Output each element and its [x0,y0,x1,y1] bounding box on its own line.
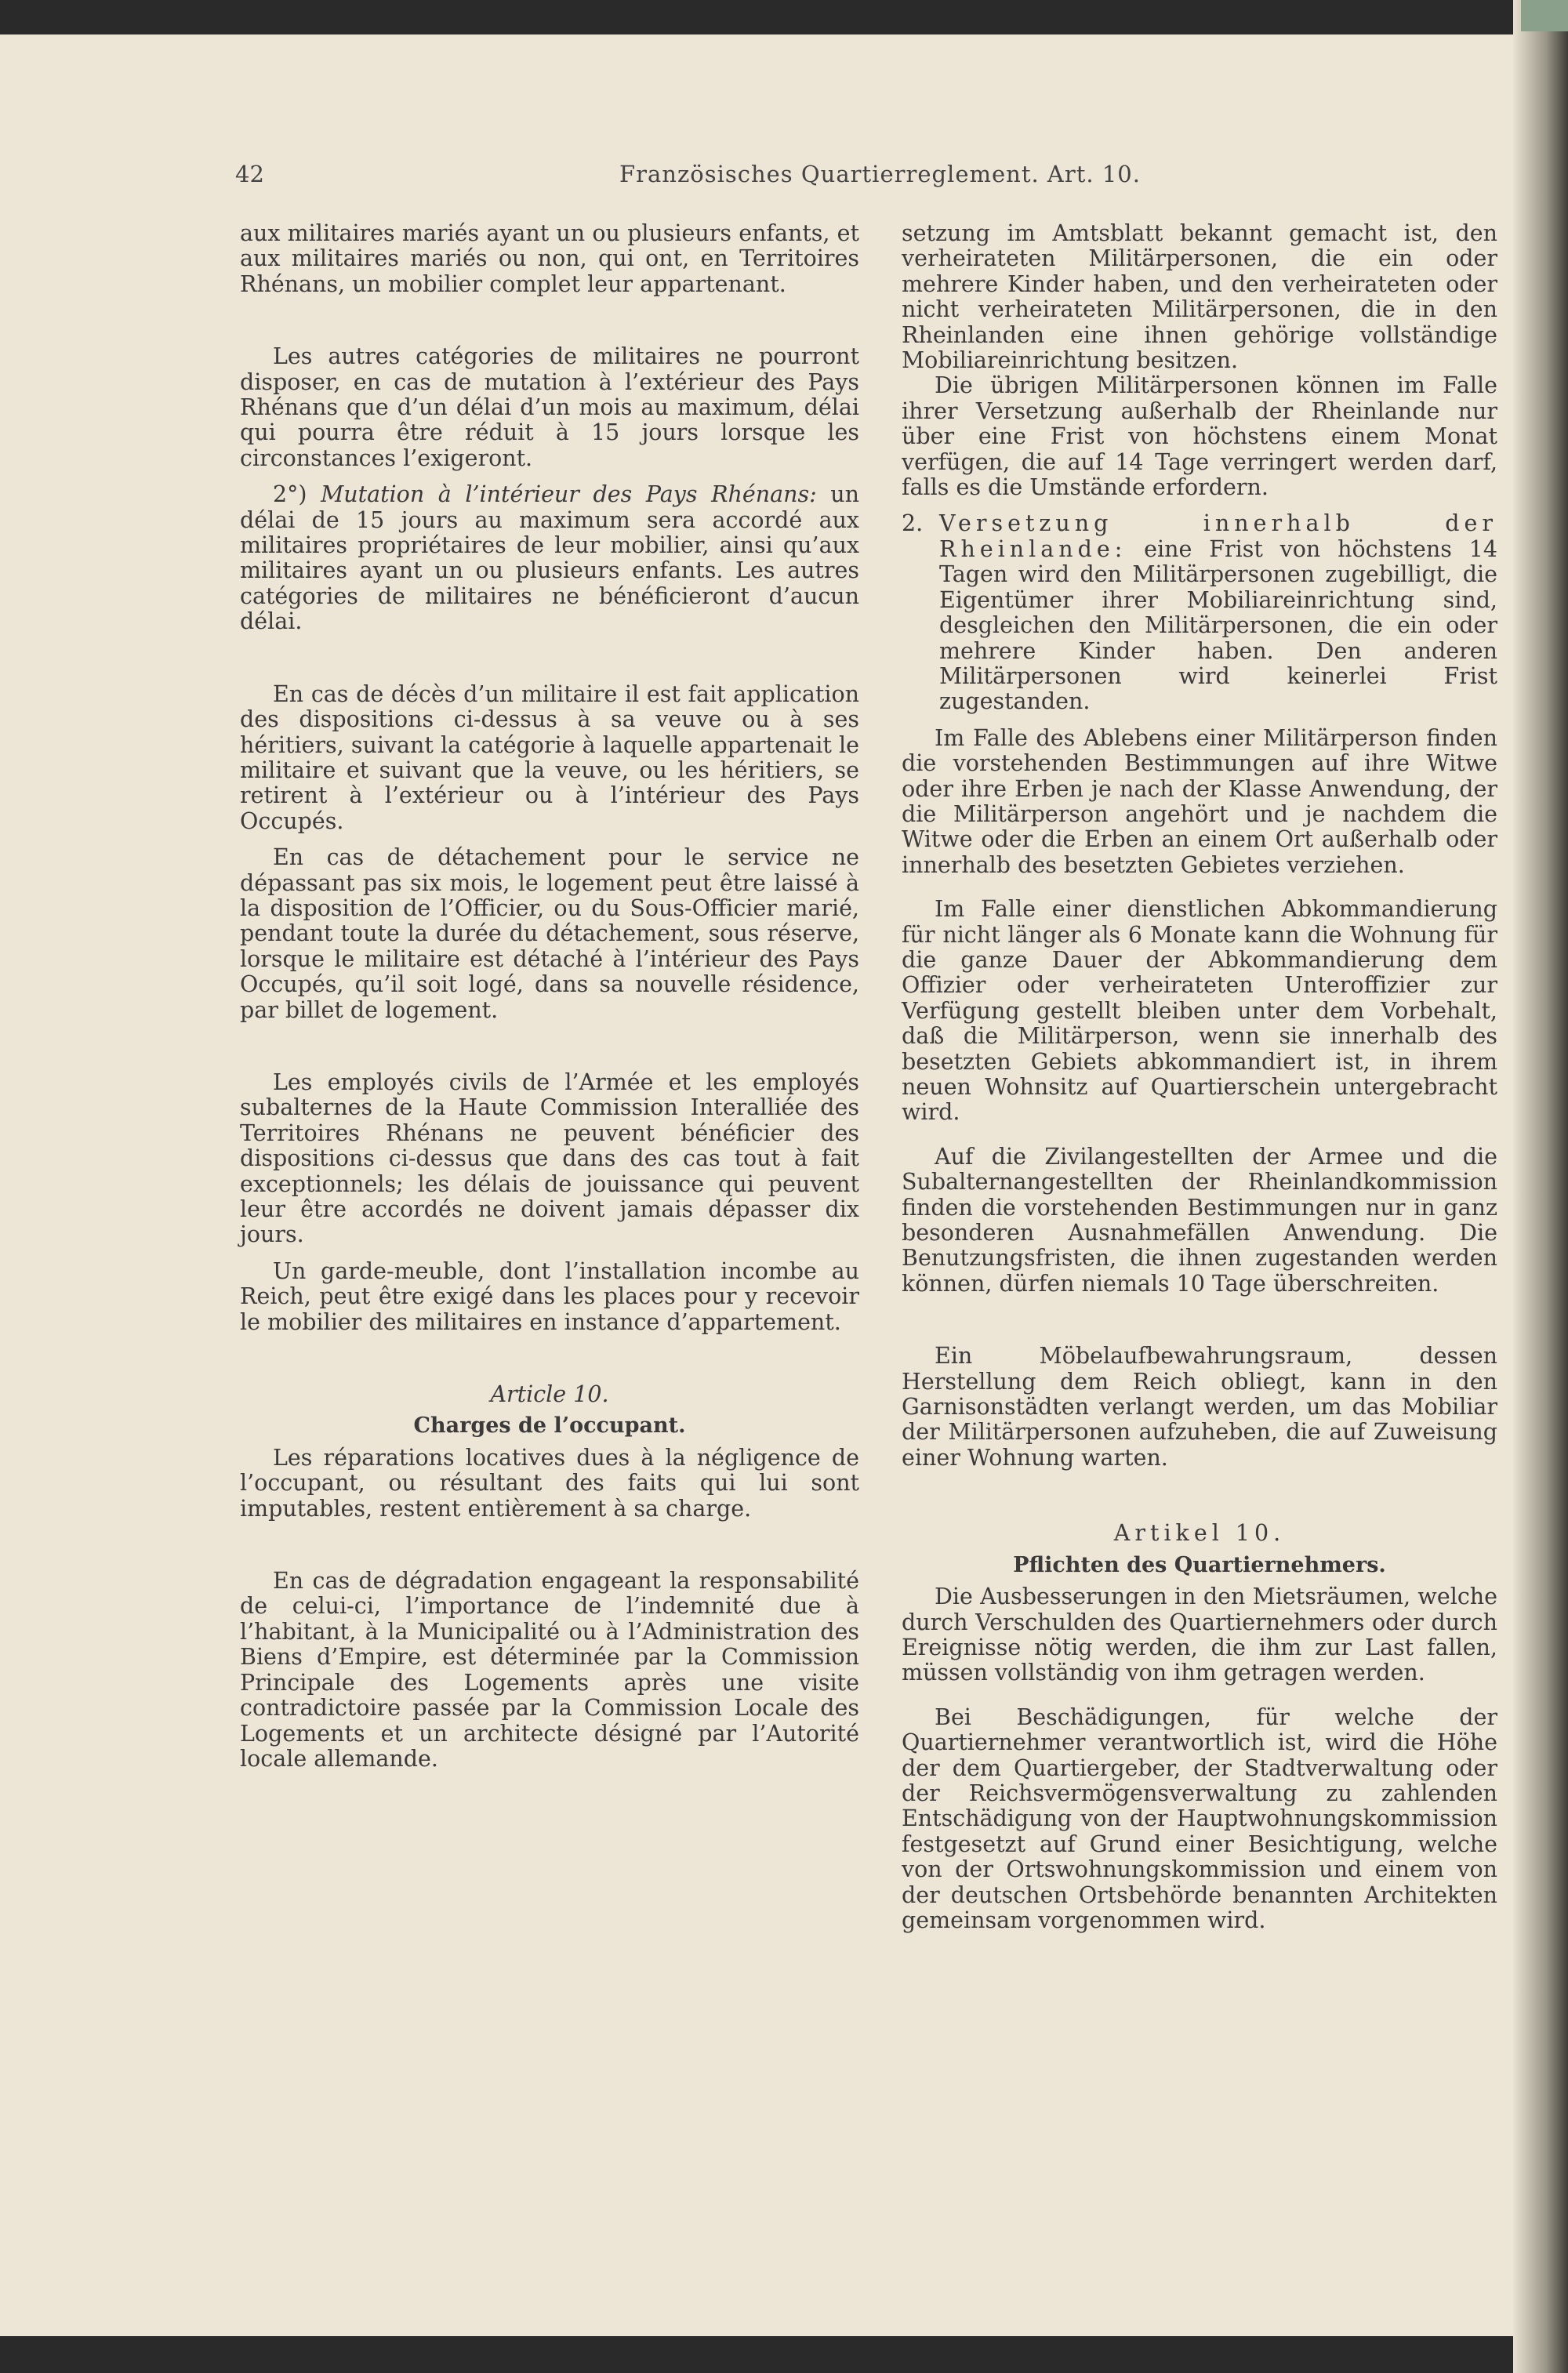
de-item-body: eine Frist von höchstens 14 Tagen wird den Militärpersonen zugebilligt, die Eigentümer ihrer Mobiliareinrichtung sind, desgleichen den Militärpersonen, die ein oder mehrere Kinder haben. Den anderen Militärpersonen wird keinerlei Frist zugestanden. [939,535,1497,715]
fr-paragraph-4: En cas de décès d’un militaire il est fait application des dispositions ci-dessus à sa veuve ou à ses héritiers, suivant la catégorie à laquelle appartenait le militaire et suivant que la veuve, ou les héritiers, se retirent à l’extérieur ou à l’intérieur des Pays Occupés. [240,680,859,834]
de-item-text [939,511,1497,714]
fr-paragraph-6: Les employés civils de l’Armée et les employés subalternes de la Haute Commission Interalliée des Territoires Rhénans ne peuvent bénéficier des dispositions ci-dessus que dans des cas tout à fait exceptionnels; les délais de jouissance qui peuvent leur être accordés ne doivent jamais dépasser dix jours. [240,1069,859,1248]
french-column [240,221,859,1772]
de-paragraph-5: Auf die Zivilangestellten der Armee und die Subalternangestellten der Rheinlandkommission finden die vorstehenden Bestimmungen nur in ganz besonderen Ausnahmefällen Anwendung. Die Benutzungsfristen, die ihnen zugestanden werden können, dürfen niemals 10 Tage überschreiten. [902,1143,1497,1297]
fr-paragraph-5: En cas de détachement pour le service ne dépassant pas six mois, le logement peut être laissé à la disposition de l’Officier, ou du Sous-Officier marié, pendant toute la durée du détachement, sous réserve, lorsque le militaire est détaché à l’intérieur des Pays Occupés, qu’il soit logé, dans sa nouvelle résidence, par billet de logement. [240,844,859,1023]
bookmark-tab [1521,0,1568,31]
fr-paragraph-9: En cas de dégradation engageant la responsabilité de celui-ci, l’importance de l’indemnité due à l’habitant, à la Municipalité ou à l’Administration des Biens d’Empire, est déterminée par la Commission Principale des Logements après une visite contradictoire passée par la Commission Locale des Logements et un architecte désigné par l’Autorité locale allemande. [240,1568,859,1772]
de-item-heading: Versetzung innerhalb der Rheinlande: [939,510,1497,562]
fr-item-heading: Mutation à l’intérieur des Pays Rhénans: [321,481,817,508]
de-list-item-2 [902,511,1497,714]
page-edge [1513,0,1568,2373]
de-paragraph-2: Die übrigen Militärpersonen können im Falle ihrer Versetzung außerhalb der Rheinlande nur über eine Frist von höchstens einem Monat verfügen, die auf 14 Tage verringert werden darf, falls es die Umstände erfordern. [902,372,1497,501]
fr-paragraph-1: aux militaires mariés ayant un ou plusieurs enfants, et aux militaires mariés ou non, qui ont, en Territoires Rhénans, un mobilier complet leur appartenant. [240,220,859,297]
fr-paragraph-2: Les autres catégories de militaires ne pourront disposer, en cas de mutation à l’extérieur des Pays Rhénans que d’un délai d’un mois au maximum, délai qui pourra être réduit à 15 jours lorsque les circonstances l’exigeront. [240,343,859,471]
german-column [902,221,1497,1933]
running-title: Französisches Quartierreglement. Art. 10. [619,161,1141,187]
de-paragraph-4: Im Falle einer dienstlichen Abkommandierung für nicht länger als 6 Monate kann die Wohnung für die ganze Dauer der Abkommandierung dem Offizier oder verheirateten Unteroffizier zur Verfügung gestellt bleiben unter dem Vorbehalt, daß die Militärperson, wenn sie innerhalb des besetzten Gebiets abkommandiert ist, in ihrem neuen Wohnsitz auf Quartierschein untergebracht wird. [902,896,1497,1126]
fr-item-label: 2°) [273,481,321,508]
de-paragraph-8: Bei Beschädigungen, für welche der Quartiernehmer verantwortlich ist, wird die Höhe der dem Quartiergeber, der Stadtverwaltung oder der Reichsvermögensverwaltung zu zahlenden Entschädigung von der Hauptwohnungskommission festgesetzt auf Grund einer Besichtigung, welche von der Ortswohnungskommission und einem von der deutschen Ortsbehörde benannten Architekten gemeinsam vorgenommen wird. [902,1704,1497,1933]
de-article-title: Artikel 10. [1113,1520,1286,1547]
de-paragraph-3: Im Falle des Ablebens einer Militärperson finden die vorstehenden Bestimmungen auf ihre Witwe oder ihre Erben je nach der Klasse Anwendung, der die Militärperson angehört und je nachdem die Witwe oder die Erben an einem Ort außerhalb oder innerhalb des besetzten Gebietes verziehen. [902,724,1497,878]
fr-paragraph-8: Les réparations locatives dues à la négligence de l’occupant, ou résultant des faits qui lui sont imputables, restent entièrement à sa charge. [240,1444,859,1522]
fr-paragraph-7: Un garde-meuble, dont l’installation incombe au Reich, peut être exigé dans les places pour y recevoir le mobilier des militaires en instance d’appartement. [240,1257,859,1335]
de-paragraph-6: Ein Möbelaufbewahrungsraum, dessen Herstellung dem Reich obliegt, kann in den Garnisonstädten verlangt werden, um das Mobiliar der Militärpersonen aufzuheben, die auf Zuweisung einer Wohnung warten. [902,1343,1497,1471]
de-paragraph-7: Die Ausbesserungen in den Mietsräumen, welche durch Verschulden des Quartiernehmers oder durch Ereignisse nötig werden, die ihm zur Last fallen, müssen vollständig von ihm getragen werden. [902,1584,1497,1686]
fr-article-title: Article 10. [490,1381,609,1408]
fr-item-text: un délai de 15 jours au maximum sera accordé aux militaires propriétaires de leur mobilier, ainsi qu’aux militaires ayant un ou plusieurs enfants. Les autres catégories de militaires ne bénéficieront d’aucun délai. [240,481,859,635]
page-number: 42 [235,161,264,187]
fr-paragraph-3 [240,482,859,634]
de-item-number: 2. [902,510,924,537]
page-header [235,161,1443,192]
de-article-heading: Pflichten des Quartiernehmers. [1013,1552,1386,1577]
de-paragraph-1: setzung im Amtsblatt bekannt gemacht ist, den verheirateten Militärpersonen, die ein oder mehrere Kinder haben, und den verheirateten oder nicht verheirateten Militärpersonen, die in den Rheinlanden eine ihnen gehörige vollständige Mobiliareinrichtung besitzen. [902,220,1497,374]
fr-article-heading: Charges de l’occupant. [413,1413,686,1439]
